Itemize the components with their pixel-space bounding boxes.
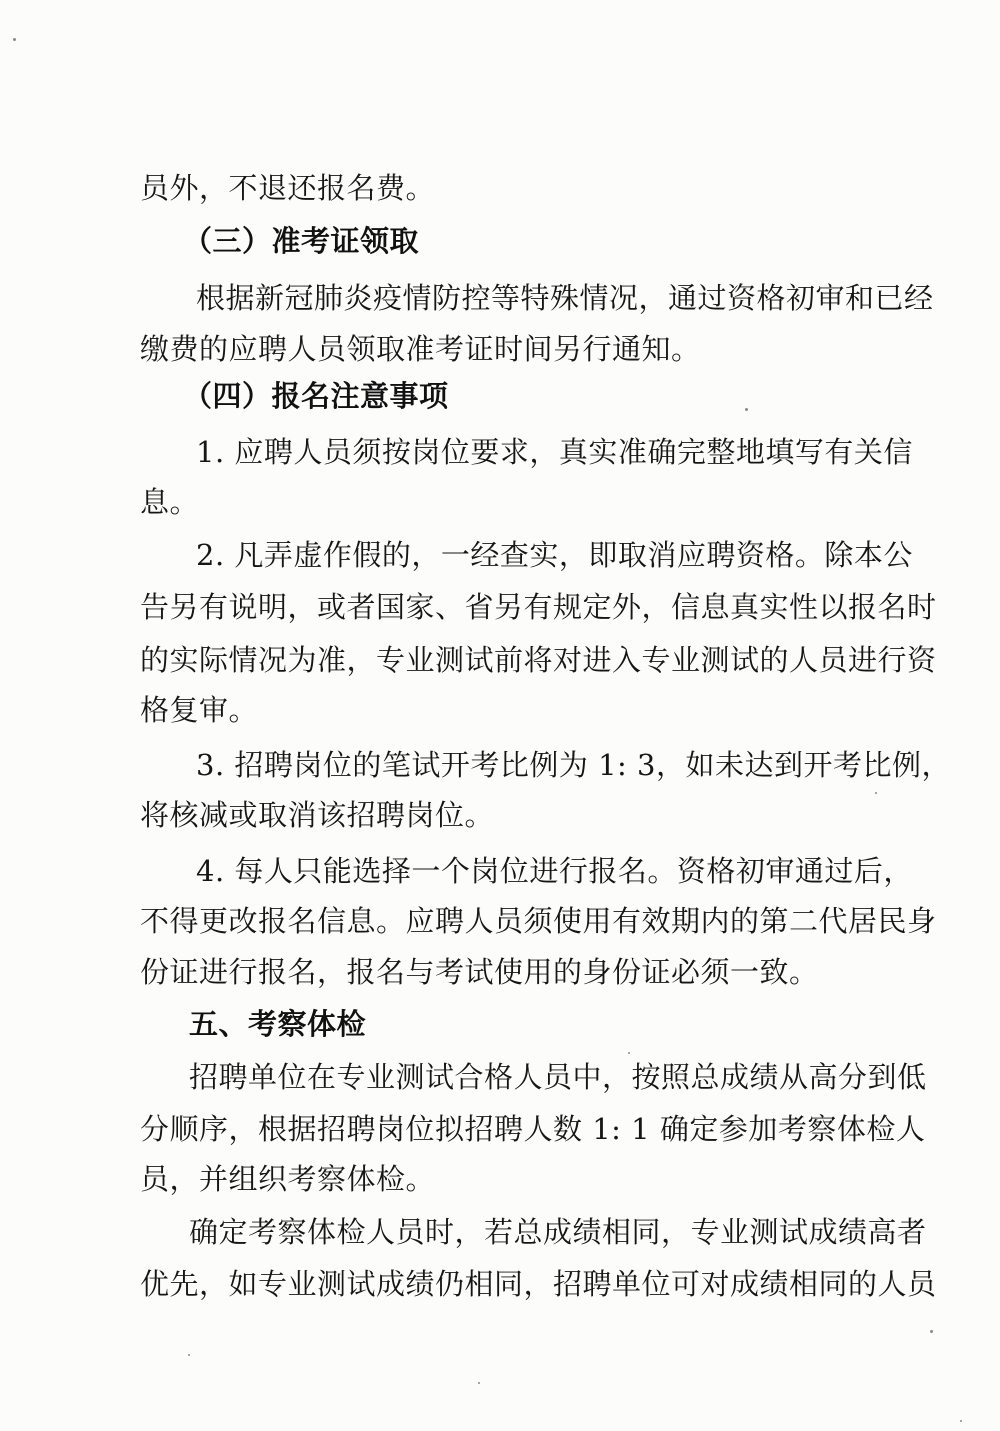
list-item-4-line: 份证进行报名，报名与考试使用的身份证必须一致。 (140, 955, 819, 989)
list-item-2-line: 格复审。 (140, 693, 259, 727)
scan-speck (628, 1052, 630, 1054)
scan-speck (960, 1420, 962, 1422)
list-item-3-line: 3. 招聘岗位的笔试开考比例为 1: 3，如未达到开考比例， (196, 748, 951, 782)
paragraph-line: 确定考察体检人员时，若总成绩相同，专业测试成绩高者 (189, 1215, 927, 1249)
list-item-1-line: 1. 应聘人员须按岗位要求，真实准确完整地填写有关信 (196, 435, 913, 469)
scan-speck (930, 1330, 933, 1333)
section-heading-registration-notes: （四）报名注意事项 (183, 379, 449, 413)
list-item-2-line: 的实际情况为准，专业测试前将对进入专业测试的人员进行资 (140, 643, 937, 677)
scan-speck (188, 1354, 190, 1356)
list-item-2-line: 2. 凡弄虚作假的，一经查实，即取消应聘资格。除本公 (196, 538, 913, 572)
list-item-1-line: 息。 (140, 485, 200, 519)
scan-speck (745, 408, 748, 411)
text-line-continuation: 员外，不退还报名费。 (140, 171, 436, 205)
paragraph-line: 根据新冠肺炎疫情防控等特殊情况，通过资格初审和已经 (196, 281, 934, 315)
paragraph-line: 分顺序，根据招聘岗位拟招聘人数 1: 1 确定参加考察体检人 (140, 1112, 926, 1146)
paragraph-line: 缴费的应聘人员领取准考证时间另行通知。 (140, 332, 701, 366)
scan-speck (875, 792, 877, 794)
scan-speck (13, 38, 16, 41)
list-item-3-line: 将核减或取消该招聘岗位。 (140, 798, 495, 832)
list-item-4-line: 不得更改报名信息。应聘人员须使用有效期内的第二代居民身 (140, 904, 937, 938)
list-item-2-line: 告另有说明，或者国家、省另有规定外，信息真实性以报名时 (140, 590, 937, 624)
paragraph-line: 优先，如专业测试成绩仍相同，招聘单位可对成绩相同的人员 (140, 1267, 937, 1301)
paragraph-line: 员，并组织考察体检。 (140, 1162, 436, 1196)
section-heading-inspection-exam: 五、考察体检 (189, 1007, 367, 1041)
paragraph-line: 招聘单位在专业测试合格人员中，按照总成绩从高分到低 (189, 1060, 927, 1094)
scan-speck (478, 1382, 480, 1384)
section-heading-admission-ticket: （三）准考证领取 (183, 224, 420, 258)
list-item-4-line: 4. 每人只能选择一个岗位进行报名。资格初审通过后， (196, 854, 913, 888)
